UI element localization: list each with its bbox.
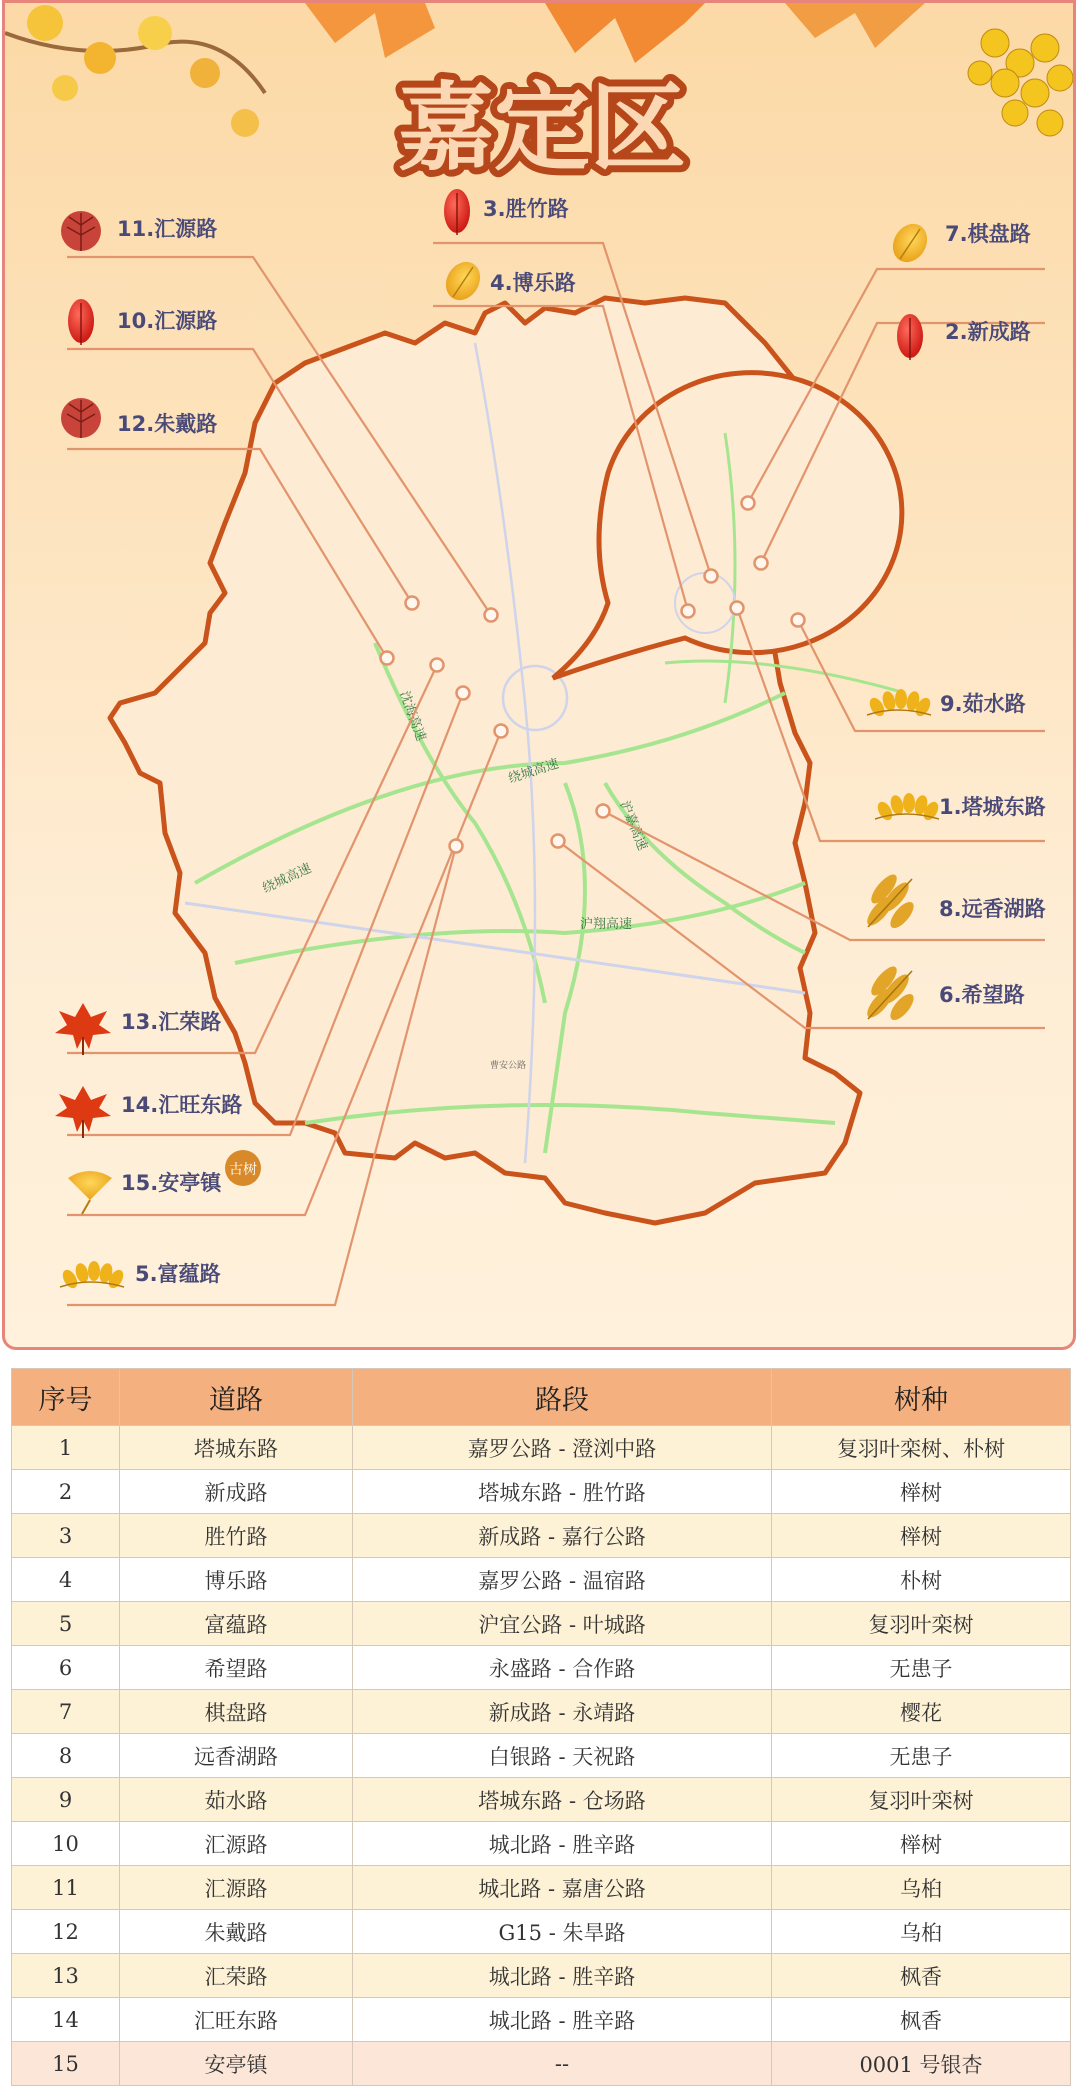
cell-road: 汇源路: [120, 1822, 353, 1866]
cell-no: 2: [12, 1470, 120, 1514]
location-marker: [457, 687, 470, 700]
maple-leaf-icon: [55, 1003, 111, 1055]
location-marker: [682, 605, 695, 618]
maple-leaf-icon: [55, 1086, 111, 1138]
cell-section: 城北路 - 胜辛路: [353, 1954, 772, 1998]
cell-section: 城北路 - 嘉唐公路: [353, 1866, 772, 1910]
cell-no: 10: [12, 1822, 120, 1866]
cell-road: 新成路: [120, 1470, 353, 1514]
cell-tree: 枫香: [772, 1954, 1071, 1998]
road-label-huxiang: 沪翔高速: [580, 917, 633, 932]
location-marker: [495, 725, 508, 738]
cell-no: 3: [12, 1514, 120, 1558]
table-row: [12, 1646, 1071, 1690]
table-row: [12, 1426, 1071, 1470]
cell-section: 城北路 - 胜辛路: [353, 1998, 772, 2042]
road-label-8: 8.远香湖路: [939, 897, 1046, 921]
table-row: [12, 1558, 1071, 1602]
location-marker: [792, 614, 805, 627]
table-row: [12, 2042, 1071, 2086]
table-row: [12, 1602, 1071, 1646]
table-row: [12, 1734, 1071, 1778]
header-no: 序号: [12, 1369, 120, 1426]
location-marker: [552, 835, 565, 848]
table-row: [12, 1514, 1071, 1558]
cell-road: 远香湖路: [120, 1734, 353, 1778]
cell-section: 塔城东路 - 胜竹路: [353, 1470, 772, 1514]
road-label-caoan: 曹安公路: [490, 1061, 527, 1071]
location-marker: [731, 602, 744, 615]
cell-no: 15: [12, 2042, 120, 2086]
cell-section: 嘉罗公路 - 澄浏中路: [353, 1426, 772, 1470]
poster-title: 嘉定区: [398, 72, 686, 184]
soapberry-leaf-icon: [863, 871, 918, 932]
cell-no: 14: [12, 1998, 120, 2042]
cell-no: 5: [12, 1602, 120, 1646]
table-row: [12, 1690, 1071, 1734]
red-leaf-icon: [68, 299, 94, 345]
road-label-14: 14.汇旺东路: [121, 1093, 243, 1117]
table-row: [12, 1822, 1071, 1866]
cell-no: 6: [12, 1646, 120, 1690]
cell-tree: 无患子: [772, 1734, 1071, 1778]
cell-no: 1: [12, 1426, 120, 1470]
table-row: [12, 1910, 1071, 1954]
location-marker: [406, 597, 419, 610]
cell-tree: 榉树: [772, 1822, 1071, 1866]
road-label-7: 7.棋盘路: [945, 222, 1031, 246]
location-marker: [381, 652, 394, 665]
cell-section: 沪宜公路 - 叶城路: [353, 1602, 772, 1646]
road-label-10: 10.汇源路: [117, 309, 218, 333]
road-label-1: 1.塔城东路: [939, 795, 1046, 819]
cell-road: 汇源路: [120, 1866, 353, 1910]
cell-no: 9: [12, 1778, 120, 1822]
cell-section: 塔城东路 - 仓场路: [353, 1778, 772, 1822]
location-marker: [485, 609, 498, 622]
cell-road: 汇旺东路: [120, 1998, 353, 2042]
road-label-shenhai: 沈海高速: [396, 689, 429, 744]
cell-tree: 复羽叶栾树: [772, 1778, 1071, 1822]
cell-no: 7: [12, 1690, 120, 1734]
location-marker: [597, 805, 610, 818]
cell-tree: 乌桕: [772, 1866, 1071, 1910]
cell-tree: 乌桕: [772, 1910, 1071, 1954]
road-label-6: 6.希望路: [939, 983, 1025, 1007]
cell-road: 塔城东路: [120, 1426, 353, 1470]
cell-no: 11: [12, 1866, 120, 1910]
cell-section: 永盛路 - 合作路: [353, 1646, 772, 1690]
old-tree-badge: [225, 1150, 261, 1186]
road-label-9: 9.茹水路: [940, 692, 1026, 716]
table-row: [12, 1866, 1071, 1910]
road-label-hujia: 沪嘉高速: [616, 798, 650, 853]
cell-tree: 0001 号银杏: [772, 2042, 1071, 2086]
golden-rain-leaf-icon: [867, 689, 933, 719]
road-label-15: 15.安亭镇: [121, 1171, 222, 1195]
cell-road: 博乐路: [120, 1558, 353, 1602]
cell-tree: 朴树: [772, 1558, 1071, 1602]
road-label-4: 4.博乐路: [490, 271, 576, 295]
location-marker: [705, 570, 718, 583]
table-row: [12, 1470, 1071, 1514]
cell-section: --: [353, 2042, 772, 2086]
cell-road: 安亭镇: [120, 2042, 353, 2086]
cell-section: 城北路 - 胜辛路: [353, 1822, 772, 1866]
header-section: 路段: [353, 1369, 772, 1426]
road-label-3: 3.胜竹路: [483, 197, 569, 221]
header-tree: 树种: [772, 1369, 1071, 1426]
cell-no: 12: [12, 1910, 120, 1954]
cell-road: 棋盘路: [120, 1690, 353, 1734]
yellow-leaf-icon: [886, 218, 934, 269]
road-label-13: 13.汇荣路: [121, 1010, 222, 1034]
red-veined-leaf-icon: [61, 398, 101, 438]
red-veined-leaf-icon: [61, 211, 101, 251]
cell-section: 白银路 - 天祝路: [353, 1734, 772, 1778]
location-marker: [742, 497, 755, 510]
header-road: 道路: [120, 1369, 353, 1426]
golden-rain-leaf-icon: [60, 1261, 126, 1291]
cell-section: 嘉罗公路 - 温宿路: [353, 1558, 772, 1602]
cell-tree: 榉树: [772, 1514, 1071, 1558]
table-row: [12, 1954, 1071, 1998]
tree-road-table: [11, 1368, 1071, 2086]
cell-road: 朱戴路: [120, 1910, 353, 1954]
cell-section: 新成路 - 嘉行公路: [353, 1514, 772, 1558]
yellow-leaf-icon: [439, 256, 487, 307]
map-poster: [2, 0, 1076, 1350]
cell-road: 希望路: [120, 1646, 353, 1690]
road-label-5: 5.富蕴路: [135, 1262, 221, 1286]
old-tree-badge-text: 古树: [229, 1162, 257, 1178]
road-label-11: 11.汇源路: [117, 217, 218, 241]
cell-road: 富蕴路: [120, 1602, 353, 1646]
cell-tree: 无患子: [772, 1646, 1071, 1690]
table-header-row: [12, 1369, 1071, 1426]
cell-road: 胜竹路: [120, 1514, 353, 1558]
ginkgo-leaf-icon: [68, 1171, 112, 1214]
cell-tree: 榉树: [772, 1470, 1071, 1514]
cell-road: 茹水路: [120, 1778, 353, 1822]
cell-tree: 枫香: [772, 1998, 1071, 2042]
red-leaf-icon: [897, 314, 923, 360]
cell-section: 新成路 - 永靖路: [353, 1690, 772, 1734]
table-row: [12, 1778, 1071, 1822]
cell-tree: 复羽叶栾树: [772, 1602, 1071, 1646]
golden-rain-leaf-icon: [875, 793, 941, 823]
road-label-raocheng-1: 绕城高速: [506, 756, 561, 787]
cell-road: 汇荣路: [120, 1954, 353, 1998]
cell-tree: 樱花: [772, 1690, 1071, 1734]
table-row: [12, 1998, 1071, 2042]
cell-no: 13: [12, 1954, 120, 1998]
road-label-raocheng-2: 绕城高速: [260, 861, 314, 897]
road-label-2: 2.新成路: [945, 320, 1031, 344]
map-canvas: [5, 3, 1076, 1350]
cell-no: 8: [12, 1734, 120, 1778]
road-label-12: 12.朱戴路: [117, 412, 218, 436]
location-marker: [450, 840, 463, 853]
cell-section: G15 - 朱旱路: [353, 1910, 772, 1954]
cell-no: 4: [12, 1558, 120, 1602]
tree-road-table-wrap: [11, 1368, 1070, 2086]
soapberry-leaf-icon: [863, 963, 918, 1024]
red-leaf-icon: [444, 189, 470, 235]
location-marker: [755, 557, 768, 570]
cell-tree: 复羽叶栾树、朴树: [772, 1426, 1071, 1470]
location-marker: [431, 659, 444, 672]
